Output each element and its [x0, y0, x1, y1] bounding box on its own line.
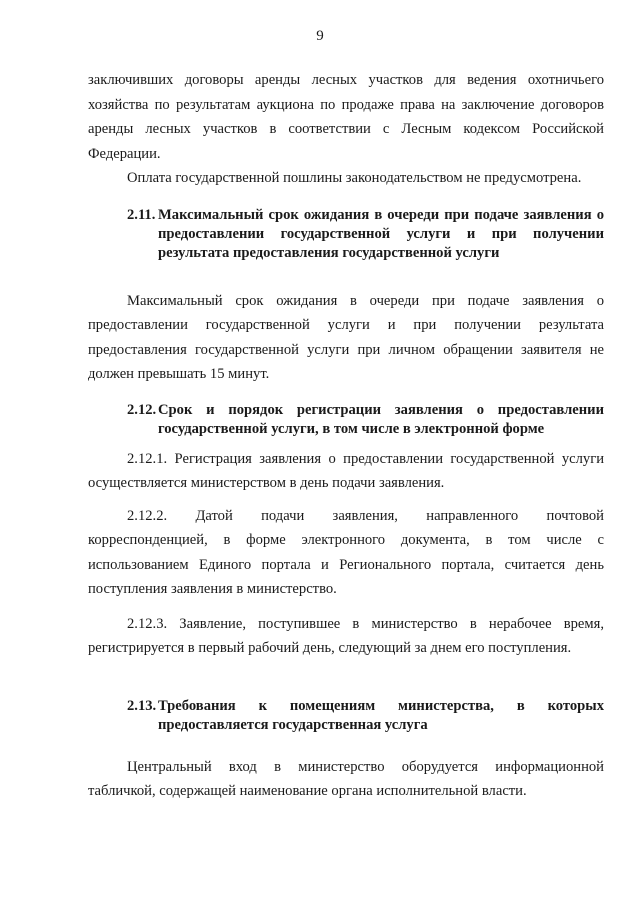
section-heading-2-11	[88, 206, 604, 263]
section-number: 2.13.	[127, 697, 157, 714]
document-body	[88, 68, 604, 804]
paragraph-2-12-1: 2.12.1. Регистрация заявления о предоставлении государственной услуги осуществляется министерством в день подачи заявления.	[88, 450, 604, 491]
section-title: Требования к помещениям министерства, в которых предоставляется государственная услуга	[158, 697, 604, 733]
section-number: 2.12.	[127, 401, 157, 418]
paragraph-continuation: заключивших договоры аренды лесных участков для ведения охотничьего хозяйства по результатам аукциона по продаже права на заключение договоров аренды лесных участков в соответствии с Лесным кодексом Российской Федерации.	[88, 72, 604, 162]
paragraph-2-12-2: 2.12.2. Датой подачи заявления, направленного почтовой корреспонденцией, в форме электронного документа, в том числе с использованием Единого портала и Регионального портала, считается день поступления заявления в министерство.	[88, 507, 604, 597]
paragraph-entrance: Центральный вход в министерство оборудуется информационной табличкой, содержащей наименование органа исполнительной власти.	[88, 758, 604, 799]
section-heading-2-13	[88, 697, 604, 735]
section-heading-2-12	[88, 401, 604, 439]
section-number: 2.11.	[127, 206, 156, 223]
section-title: Срок и порядок регистрации заявления о предоставлении государственной услуги, в том числе в электронной форме	[158, 401, 604, 437]
paragraph-waiting-time: Максимальный срок ожидания в очереди при подаче заявления о предоставлении государственной услуги и при получении результата предоставления государственной услуги при личном обращении заявителя не должен превышать 15 минут.	[88, 292, 604, 382]
section-title: Максимальный срок ожидания в очереди при подаче заявления о предоставлении государственной услуги и при получении результата предоставления государственной услуги	[158, 206, 604, 261]
paragraph-fee: Оплата государственной пошлины законодательством не предусмотрена.	[127, 170, 582, 186]
paragraph-2-12-3: 2.12.3. Заявление, поступившее в министерство в нерабочее время, регистрируется в первый рабочий день, следующий за днем его поступления.	[88, 615, 604, 656]
page-number: 9	[316, 28, 324, 44]
